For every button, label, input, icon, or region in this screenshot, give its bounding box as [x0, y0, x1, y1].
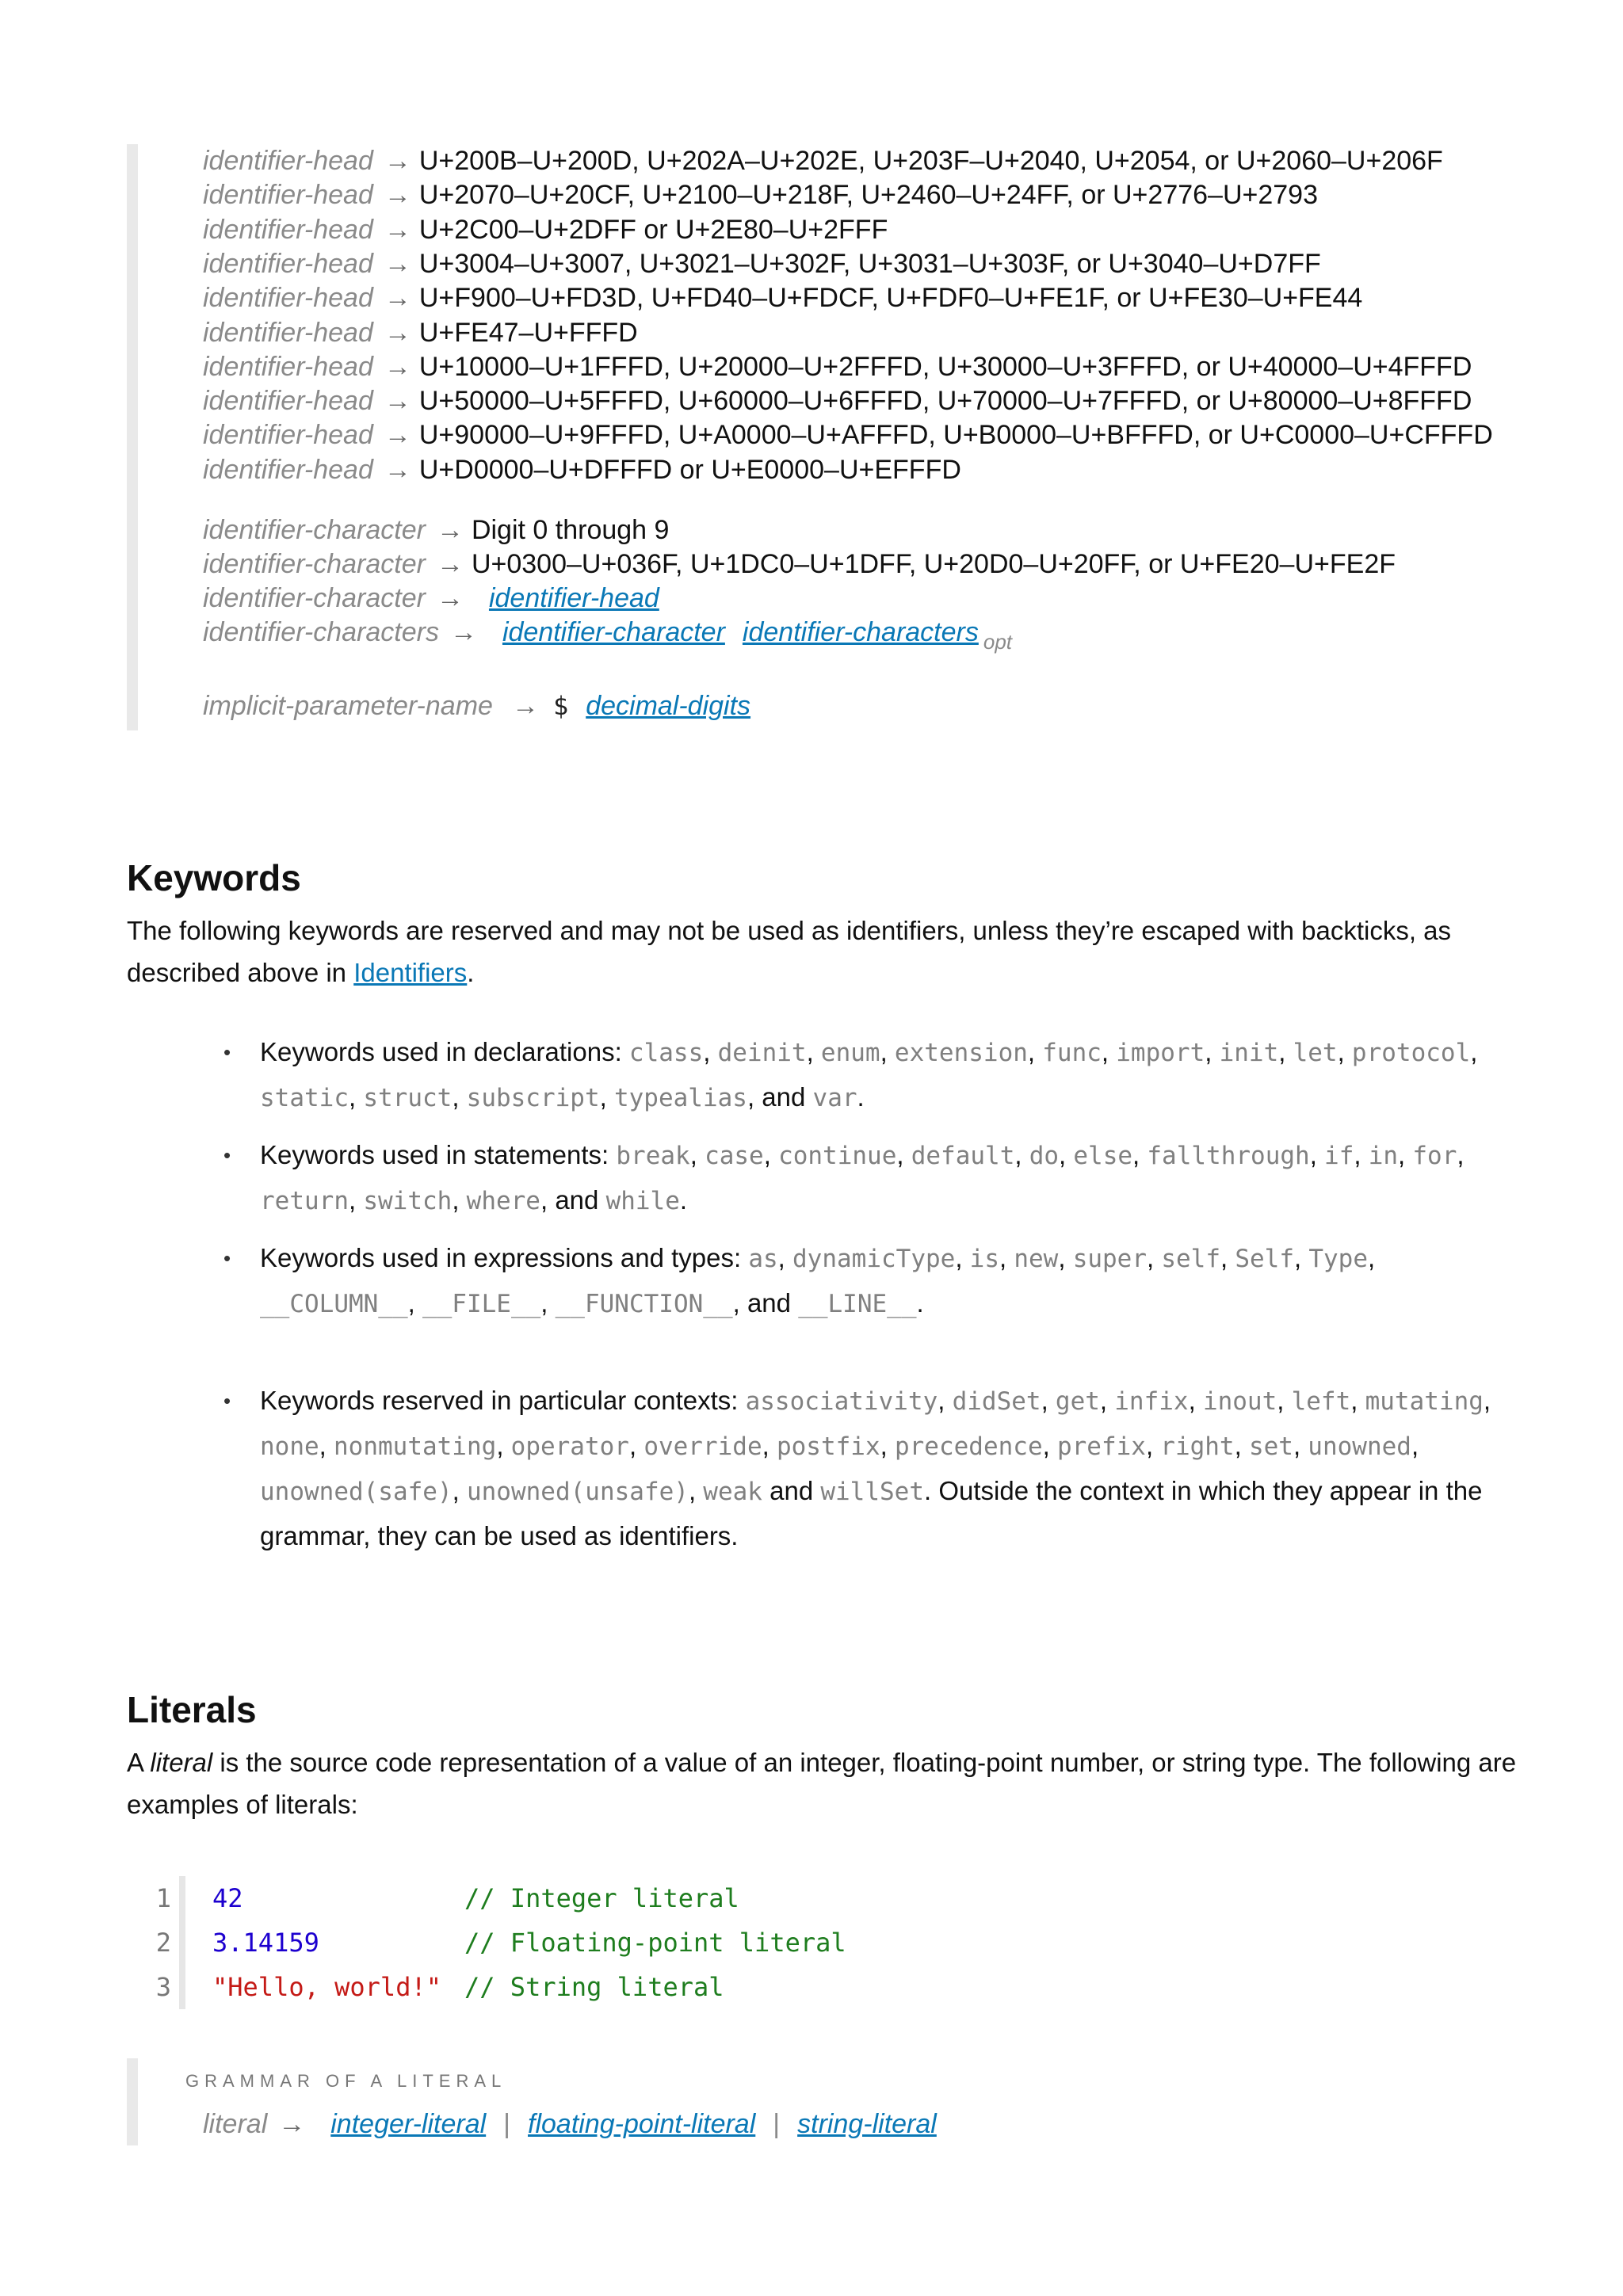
line-number: 2 — [155, 1928, 171, 1958]
keyword: __FUNCTION__ — [555, 1290, 733, 1318]
optional-marker: opt — [983, 630, 1013, 654]
keyword: unowned(safe) — [260, 1478, 453, 1506]
grammar-term: literal — [203, 2109, 268, 2139]
keyword: deinit — [717, 1039, 807, 1067]
literals-heading: Literals — [127, 1689, 257, 1730]
keyword: __COLUMN__ — [260, 1290, 408, 1318]
keyword: where — [466, 1187, 540, 1215]
arrow-icon: → — [436, 515, 464, 545]
keyword: Self — [1235, 1245, 1295, 1273]
identifier-grammar-block — [127, 144, 1493, 730]
keyword: unowned(unsafe) — [466, 1478, 689, 1506]
bullet-tail: . Outside the context in which they appear in the grammar, they can be used as identifiers. — [260, 1476, 1483, 1550]
grammar-rule — [203, 689, 750, 723]
grammar-rule — [203, 547, 1396, 581]
keyword: if — [1324, 1142, 1354, 1170]
arrow-icon: → — [449, 617, 477, 647]
grammar-rule — [203, 316, 638, 349]
keyword: init — [1219, 1039, 1279, 1067]
bullet-tail: . — [857, 1082, 865, 1112]
code-comment: // Floating-point literal — [464, 1928, 846, 1958]
keyword: self — [1161, 1245, 1221, 1273]
grammar-rule — [203, 582, 659, 615]
grammar-definition: U+0300–U+036F, U+1DC0–U+1DFF, U+20D0–U+20FF, or U+FE20–U+FE2F — [471, 549, 1396, 579]
arrow-icon: → — [511, 691, 539, 721]
keyword: willSet — [820, 1478, 925, 1506]
grammar-rule — [203, 453, 961, 486]
grammar-separator: | — [773, 2109, 781, 2139]
keyword: break — [616, 1142, 690, 1170]
keyword: var — [812, 1084, 857, 1112]
grammar-definition: U+FE47–U+FFFD — [418, 317, 638, 348]
keyword: fallthrough — [1147, 1142, 1310, 1170]
keyword: super — [1072, 1245, 1148, 1273]
identifier-character-link[interactable]: identifier-character — [502, 617, 725, 647]
arrow-icon: → — [436, 583, 464, 613]
keyword: set — [1248, 1432, 1293, 1461]
literal-emphasis: literal — [150, 1748, 213, 1777]
keyword: mutating — [1365, 1387, 1484, 1416]
arrow-icon: → — [384, 386, 411, 417]
grammar-term: implicit-parameter-name — [203, 691, 493, 721]
intro-text: A — [127, 1748, 151, 1777]
keyword: associativity — [745, 1387, 938, 1416]
arrow-icon: → — [384, 180, 411, 211]
dollar-symbol: $ — [552, 691, 569, 721]
identifiers-link[interactable]: Identifiers — [353, 958, 468, 987]
grammar-term: identifier-character — [203, 549, 426, 579]
bullet-icon: • — [223, 1389, 231, 1413]
keyword: struct — [363, 1084, 453, 1112]
grammar-term: identifier-head — [203, 248, 373, 279]
arrow-icon: → — [384, 214, 411, 245]
line-number: 1 — [155, 1883, 171, 1913]
grammar-term: identifier-head — [203, 146, 373, 176]
keyword: continue — [778, 1142, 897, 1170]
grammar-rule — [203, 513, 669, 547]
grammar-definition: Digit 0 through 9 — [471, 515, 670, 545]
grammar-term: identifier-head — [203, 454, 373, 485]
keyword: prefix — [1056, 1432, 1146, 1461]
arrow-icon: → — [384, 248, 411, 279]
grammar-definition: U+F900–U+FD3D, U+FD40–U+FDCF, U+FDF0–U+FE1F, or U+FE30–U+FE44 — [418, 283, 1363, 314]
keyword: extension — [894, 1039, 1028, 1067]
grammar-rule — [203, 178, 1318, 212]
arrow-icon: → — [436, 549, 464, 579]
grammar-term: identifier-head — [203, 317, 373, 348]
grammar-definition: U+2070–U+20CF, U+2100–U+218F, U+2460–U+24FF, or U+2776–U+2793 — [418, 180, 1318, 211]
bullet-label: Keywords used in expressions and types: — [260, 1243, 749, 1272]
keyword: return — [260, 1187, 349, 1215]
keyword: dynamicType — [792, 1245, 956, 1273]
bullet-tail: . — [679, 1185, 688, 1215]
keyword: static — [260, 1084, 349, 1112]
grammar-definition: U+90000–U+9FFFD, U+A0000–U+AFFFD, U+B0000–U+BFFFD, or U+C0000–U+CFFFD — [418, 420, 1493, 451]
arrow-icon: → — [384, 283, 411, 314]
keyword: as — [748, 1245, 778, 1273]
keyword-bullet: • Keywords used in expressions and types: as, dynamicType, is, new, super, self, Self, Type, __COLUMN__, __FILE__, __FUNCTION__, and __LINE__. — [260, 1236, 1528, 1326]
keyword: get — [1055, 1387, 1100, 1416]
keyword: for — [1412, 1142, 1457, 1170]
grammar-rule — [203, 281, 1362, 315]
grammar-definition: U+10000–U+1FFFD, U+20000–U+2FFFD, U+30000–U+3FFFD, or U+40000–U+4FFFD — [418, 351, 1472, 382]
keyword-bullet: • Keywords used in declarations: class, deinit, enum, extension, func, import, init, let, protocol, static, struct, subscript, typealias, and var. — [260, 1030, 1528, 1120]
grammar-rule — [203, 350, 1472, 383]
decimal-digits-link[interactable]: decimal-digits — [586, 691, 751, 721]
grammar-rule — [203, 213, 888, 246]
keyword: let — [1293, 1039, 1338, 1067]
bullet-icon: • — [223, 1246, 231, 1270]
keyword: typealias — [613, 1084, 747, 1112]
keyword: __FILE__ — [422, 1290, 541, 1318]
keyword: Type — [1308, 1245, 1369, 1273]
literals-intro — [127, 1741, 1522, 1825]
grammar-rule — [203, 384, 1472, 418]
code-gutter — [179, 1876, 185, 2009]
grammar-term: identifier-head — [203, 283, 373, 314]
keyword: precedence — [894, 1432, 1043, 1461]
arrow-icon: → — [384, 351, 411, 382]
grammar-definition: U+D0000–U+DFFFD or U+E0000–U+EFFFD — [418, 454, 961, 485]
keyword-bullet: • Keywords reserved in particular contexts: associativity, didSet, get, infix, inout, left, mutating, none, nonmutating, operator, override, postfix, precedence, prefix, right, set, unowned, unowned(safe), unowned(unsafe), weak and willSet. Outside the context in which they appear in the grammar, they can be used as identifiers. — [260, 1379, 1528, 1558]
keyword-bullet: • Keywords used in statements: break, case, continue, default, do, else, fallthrough, if, in, for, return, switch, where, and while. — [260, 1133, 1528, 1223]
intro-text: is the source code representation of a value of an integer, floating-point number, or string type. The following are examples of literals: — [127, 1748, 1517, 1819]
grammar-term: identifier-character — [203, 515, 426, 545]
code-text — [212, 1965, 724, 2009]
keyword: in — [1368, 1142, 1399, 1170]
arrow-icon: → — [384, 454, 411, 485]
bullet-icon: • — [223, 1040, 231, 1064]
keyword: operator — [510, 1432, 629, 1461]
keyword: didSet — [952, 1387, 1041, 1416]
keyword: left — [1291, 1387, 1351, 1416]
intro-text: The following keywords are reserved and may not be used as identifiers, unless they’re escaped with backticks, as described above in — [127, 916, 1452, 987]
bullet-label: Keywords used in statements: — [260, 1140, 617, 1169]
intro-period: . — [467, 958, 475, 987]
identifier-head-link[interactable]: identifier-head — [488, 583, 659, 613]
grammar-definition: U+50000–U+5FFFD, U+60000–U+6FFFD, U+70000–U+7FFFD, or U+80000–U+8FFFD — [418, 386, 1472, 417]
arrow-icon: → — [278, 2109, 306, 2139]
keyword: case — [705, 1142, 764, 1170]
grammar-rule — [203, 616, 1013, 654]
keyword: else — [1073, 1142, 1133, 1170]
keyword: inout — [1202, 1387, 1277, 1416]
bullet-tail: . — [916, 1288, 924, 1318]
literal-value: 3.14159 — [212, 1928, 319, 1958]
keyword: default — [911, 1142, 1015, 1170]
grammar-rule — [203, 2107, 937, 2141]
grammar-term: identifier-head — [203, 180, 373, 211]
keywords-heading: Keywords — [127, 857, 301, 898]
grammar-term: identifier-head — [203, 420, 373, 451]
keyword: __LINE__ — [798, 1290, 917, 1318]
grammar-definition: U+2C00–U+2DFF or U+2E80–U+2FFF — [418, 214, 888, 245]
grammar-rule — [203, 418, 1493, 452]
grammar-definition: U+200B–U+200D, U+202A–U+202E, U+203F–U+2040, U+2054, or U+2060–U+206F — [418, 146, 1443, 176]
bullet-label: Keywords reserved in particular contexts: — [260, 1386, 746, 1415]
keyword: override — [643, 1432, 762, 1461]
grammar-definition: U+3004–U+3007, U+3021–U+302F, U+3031–U+303F, or U+3040–U+D7FF — [418, 248, 1321, 279]
grammar-term: identifier-head — [203, 386, 373, 417]
keyword: while — [605, 1187, 680, 1215]
grammar-term: identifier-head — [203, 351, 373, 382]
grammar-link-floating-point-literal[interactable]: floating-point-literal — [528, 2109, 756, 2139]
grammar-term: identifier-head — [203, 214, 373, 245]
keyword: protocol — [1351, 1039, 1471, 1067]
code-comment: // String literal — [464, 1972, 724, 2002]
literal-value: 42 — [212, 1883, 243, 1913]
literal-value: "Hello, world!" — [212, 1972, 441, 2002]
keyword: switch — [363, 1187, 453, 1215]
code-text — [212, 1876, 739, 1920]
keyword: none — [260, 1432, 319, 1461]
code-comment: // Integer literal — [464, 1883, 739, 1913]
keyword: infix — [1114, 1387, 1189, 1416]
line-number: 3 — [155, 1972, 171, 2002]
identifier-characters-link[interactable]: identifier-characters — [742, 617, 979, 647]
grammar-rule — [203, 247, 1321, 280]
literal-grammar-block — [127, 2058, 983, 2145]
grammar-term: identifier-characters — [203, 617, 439, 647]
keyword: subscript — [466, 1084, 600, 1112]
keyword: right — [1160, 1432, 1235, 1461]
keyword: postfix — [776, 1432, 880, 1461]
bullet-icon: • — [223, 1143, 231, 1167]
keyword: is — [969, 1245, 999, 1273]
keyword: func — [1042, 1039, 1102, 1067]
keywords-intro — [127, 910, 1522, 994]
keyword: unowned — [1308, 1432, 1411, 1461]
grammar-link-integer-literal[interactable]: integer-literal — [330, 2109, 487, 2139]
keyword: do — [1029, 1142, 1060, 1170]
arrow-icon: → — [384, 420, 411, 451]
grammar-rule — [203, 144, 1443, 177]
arrow-icon: → — [384, 146, 411, 176]
keyword: enum — [820, 1039, 880, 1067]
code-text — [212, 1920, 846, 1965]
arrow-icon: → — [384, 317, 411, 348]
grammar-caption: GRAMMAR OF A LITERAL — [185, 2071, 507, 2091]
keyword: new — [1014, 1245, 1059, 1273]
keyword: weak — [703, 1478, 762, 1506]
grammar-link-string-literal[interactable]: string-literal — [797, 2109, 937, 2139]
keyword: nonmutating — [334, 1432, 497, 1461]
grammar-separator: | — [503, 2109, 511, 2139]
bullet-label: Keywords used in declarations: — [260, 1037, 629, 1066]
keyword: class — [628, 1039, 704, 1067]
keyword: import — [1116, 1039, 1205, 1067]
grammar-term: identifier-character — [203, 583, 426, 613]
